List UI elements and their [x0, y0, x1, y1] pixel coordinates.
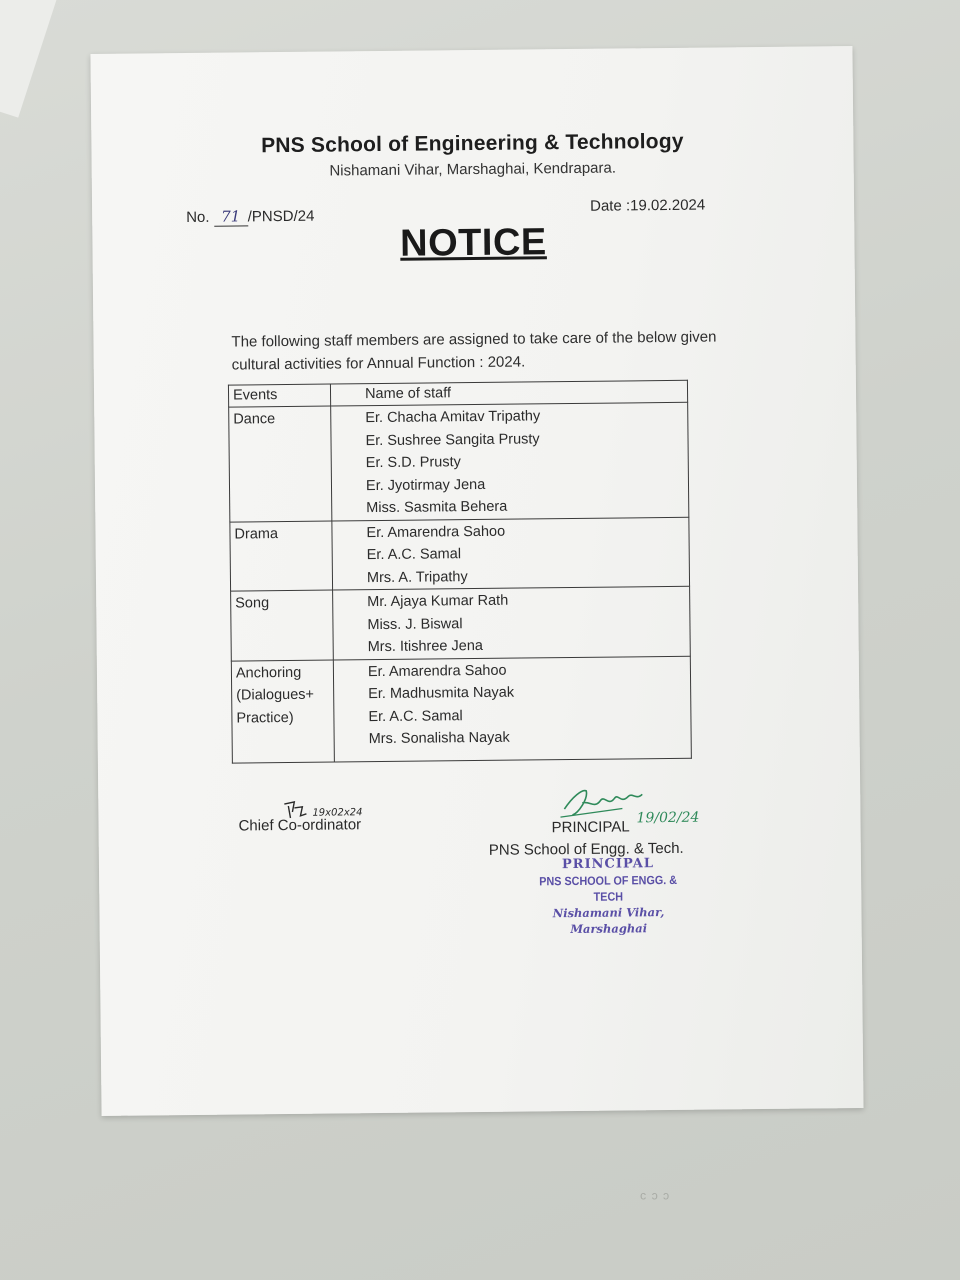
staff-name: Er. Sushree Sangita Prusty [365, 430, 540, 449]
event-cell [229, 406, 332, 522]
event-label: Anchoring [235, 664, 302, 682]
table-row [231, 656, 691, 763]
reference-prefix: No. [186, 208, 210, 227]
notice-date: Date :19.02.2024 [589, 196, 706, 215]
staff-cell [333, 656, 691, 762]
principal-org: PNS School of Engg. & Tech. [488, 839, 684, 859]
header-events: Events [228, 384, 330, 407]
event-cell [230, 521, 333, 592]
staff-cell [331, 402, 689, 520]
coordinator-signature-date: 19x02x24 [312, 807, 363, 819]
reference-suffix: /PNSD/24 [247, 207, 315, 226]
principal-stamp [523, 856, 694, 938]
staff-name: Mrs. A. Tripathy [366, 568, 468, 586]
header-staff: Name of staff [330, 380, 687, 406]
staff-name: Er. Jyotirmay Jena [365, 476, 486, 494]
background-paper-corner [0, 0, 58, 118]
event-label: Drama [234, 525, 279, 543]
staff-name: Mrs. Sonalisha Nayak [368, 729, 510, 748]
event-label: (Dialogues+ [236, 686, 315, 704]
staff-cell [332, 517, 690, 590]
table-row [231, 586, 691, 660]
institution-address: Nishamani Vihar, Marshaghai, Kendrapara. [329, 159, 617, 180]
staff-name: Er. Amarendra Sahoo [367, 662, 507, 680]
stamp-line-address: Nishamani Vihar, Marshaghai [552, 905, 665, 937]
reference-handwritten-number: 71 [214, 207, 248, 226]
table-row [230, 517, 690, 591]
intro-paragraph: The following staff members are assigned to take care of the below given cultural activities for Annual Function : 2024. [231, 328, 717, 374]
principal-title: PRINCIPAL [551, 818, 630, 837]
staff-name: Mr. Ajaya Kumar Rath [367, 592, 509, 611]
table-row [229, 402, 689, 521]
staff-name: Miss. J. Biswal [367, 615, 463, 633]
notice-sheet [90, 46, 863, 1116]
staff-assignment-table [228, 380, 692, 763]
notice-title: NOTICE [399, 221, 547, 265]
floor-mark: ᶜ ᵓ ᵓ [640, 1188, 670, 1208]
staff-name: Er. Amarendra Sahoo [366, 523, 506, 541]
event-cell [231, 590, 334, 661]
staff-name: Miss. Sasmita Behera [366, 498, 508, 517]
principal-signature-date: 19/02/24 [636, 809, 700, 827]
stamp-line-school: PNS SCHOOL OF ENGG. & TECH [539, 872, 678, 904]
event-cell [231, 660, 334, 763]
event-label: Dance [233, 411, 276, 428]
staff-name: Er. A.C. Samal [368, 707, 463, 725]
stamp-line-title: PRINCIPAL [561, 856, 655, 873]
institution-name: PNS School of Engineering & Technology [261, 129, 684, 158]
staff-name: Mrs. Itishree Jena [367, 637, 484, 656]
principal-block [488, 816, 683, 862]
staff-name: Er. Madhusmita Nayak [368, 684, 515, 703]
staff-name: Er. Chacha Amitav Tripathy [365, 408, 541, 427]
event-label: Practice) [236, 709, 294, 727]
chief-coordinator-label: Chief Co-ordinator [238, 816, 362, 835]
staff-name: Er. A.C. Samal [366, 546, 462, 564]
staff-cell [333, 586, 691, 659]
event-label: Song [235, 595, 270, 612]
staff-name: Er. S.D. Prusty [365, 454, 461, 472]
